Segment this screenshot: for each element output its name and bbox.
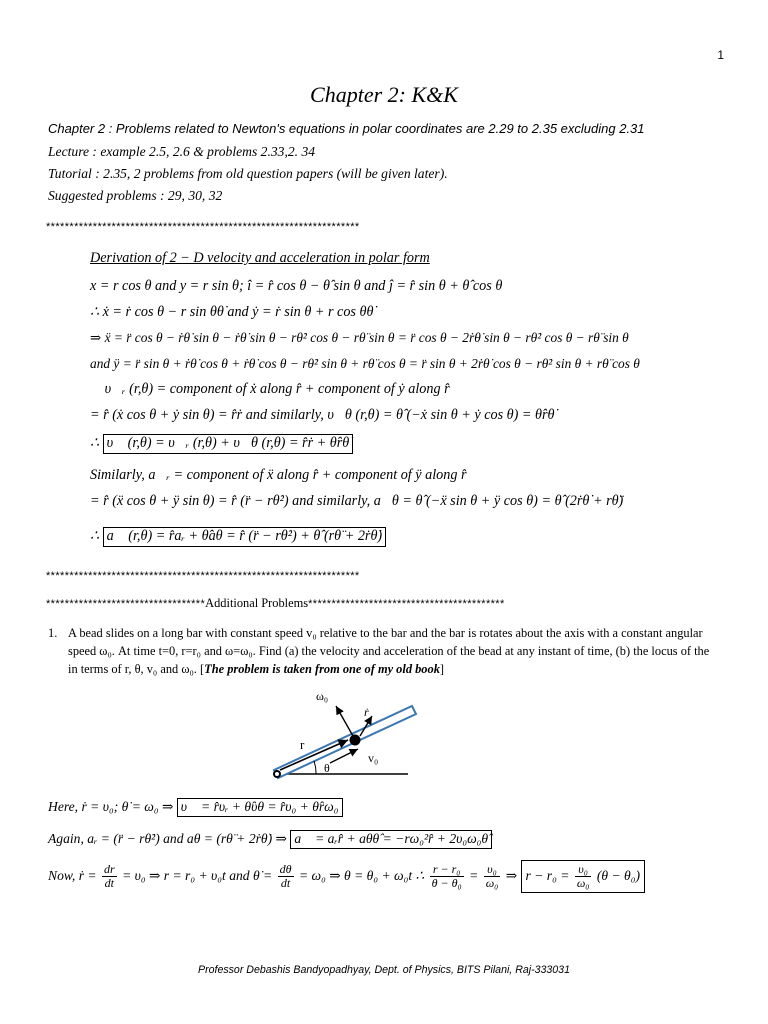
derivation-line: ∴ ẋ = ṙ cos θ − r sin θθ̇ and ẏ = ṙ sin θ + r cos θθ̇ [90,304,374,320]
fraction-numerator: dr [104,862,115,876]
fraction-r-theta [430,863,464,890]
pivot-point [274,771,280,777]
page-number: 1 [717,48,724,62]
derivation-line: ⇒ ẍ = r̈ cos θ − ṙθ̇ sin θ − ṙθ̇ sin θ − rθ̇² cos θ − rθ̈ sin θ = r̈ cos θ − 2ṙθ̇ sin θ − rθ̇² cos θ − rθ̈ sin θ [90,330,629,345]
header-stars-left: ********************************** [46,598,206,610]
now-text-b: = υ₀ ⇒ r = r₀ + υ₀t and θ̇ = [122,867,273,883]
theta-arc [314,761,316,774]
fraction-v0-omega0 [484,863,501,890]
fraction-denominator: dt [104,876,114,891]
fraction-denominator: ω₀ [485,876,499,891]
fraction-denominator: dt [280,876,291,891]
fraction-numerator: r − r₀ [430,863,464,877]
intro-line-4: Suggested problems : 29, 30, 32 [48,188,223,203]
velocity-result-box: υ⃗ (r,θ) = υ⃗ᵣ (r,θ) + υ⃗θ (r,θ) = r̂ṙ + θ̂rθ̇ [103,434,354,454]
now-text-a: Now, ṙ = [48,867,97,883]
intro-line-2: Lecture : example 2.5, 2.6 & problems 2.33,2. 34 [48,144,316,159]
therefore-symbol: ∴ [90,435,103,451]
solution-line-again [48,830,492,849]
problem-text-line-2: speed ω₀. At time t=0, r=r₀ and ω=ω₀. Find (a) the velocity and acceleration of the bead at any instant of time, (b) the locus of the [68,644,710,658]
header-stars-right: ****************************************** [308,598,505,610]
acceleration-result [90,527,386,547]
locus-solution-box [521,860,645,893]
page-footer: Professor Debashis Bandyopadhyay, Dept. of Physics, BITS Pilani, Raj-333031 [198,964,570,976]
fraction-numerator: υ₀ [484,863,501,877]
derivation-line: ∴ υ⃗ᵣ (r,θ) = component of ẋ along r̂ + component of ẏ along r̂ [90,381,450,397]
intro-line-3: Tutorial : 2.35, 2 problems from old question papers (will be given later). [48,166,448,181]
fraction-denominator: ω₀ [576,876,590,891]
problem-text-close: ] [439,662,445,676]
bead [350,735,361,746]
intro-line-1: Chapter 2 : Problems related to Newton's equations in polar coordinates are 2.29 to 2.35 excluding 2.31 [48,121,645,136]
separator-top: ******************************************************************* [46,221,360,233]
bead-on-rod-figure [260,686,420,786]
fraction-dtheta-dt [278,863,294,890]
separator-bottom: ******************************************************************* [46,570,360,582]
omega-arrow [336,706,353,736]
solution-line-here [48,798,343,817]
additional-problems-header [46,596,505,611]
velocity-solution-box: υ⃗ = r̂υᵣ + θ̂υθ = r̂υ₀ + θ̂rω₀ [177,798,343,817]
problem-text-plain: in terms of r, θ, v₀ and ω₀. [ [68,662,205,676]
r-vector-arrow [280,740,348,770]
derivation-line: x = r cos θ and y = r sin θ; î = r̂ cos θ − θ̂ sin θ and ĵ = r̂ sin θ + θ̂ cos θ [90,278,503,294]
problem-text-line-3 [68,662,444,677]
acceleration-result-box: a⃗ (r,θ) = r̂aᵣ + θ̂aθ = r̂ (r̈ − rθ̇²) + θ̂ (rθ̈ + 2ṙθ̇) [103,527,387,547]
derivation-heading: Derivation of 2 − D velocity and acceleration in polar form [90,250,430,266]
fraction-dr-dt [102,863,117,890]
locus-lhs: r − r₀ = [525,867,570,883]
here-prefix: Here, ṙ = υ₀; θ̇ = ω₀ ⇒ [48,799,174,814]
therefore-symbol: ∴ [90,528,103,544]
now-text-c: = ω₀ ⇒ θ = θ₀ + ω₀t ∴ [298,867,425,883]
derivation-line: = r̂ (ẋ cos θ + ẏ sin θ) = r̂ṙ and similarly, υ⃗θ (r,θ) = θ̂ (−ẋ sin θ + ẏ cos θ) = θ̂rθ̇ [90,407,555,423]
page-title: Chapter 2: K&K [310,82,458,107]
fraction-locus [575,863,592,890]
fraction-denominator: θ − θ₀ [431,876,462,891]
v0-label: v₀ [368,751,379,765]
again-prefix: Again, aᵣ = (r̈ − rθ̇²) and aθ = (rθ̈ + 2ṙθ̇) ⇒ [48,831,287,846]
omega-label: ω₀ [316,689,329,703]
solution-line-now [48,860,645,893]
theta-label: θ [324,761,330,775]
derivation-line: = r̂ (ẍ cos θ + ÿ sin θ) = r̂ (r̈ − rθ̇²) and similarly, a⃗θ = θ̂ (−ẍ sin θ + ÿ cos θ) = θ̂ (2ṙθ̇ + rθ̈) [90,493,624,509]
rdot-label: ṙ [364,705,369,719]
problem-text-line-1: A bead slides on a long bar with constant speed v₀ relative to the bar and the bar is rotates about the axis with a constant angular [68,626,703,640]
fraction-numerator: dθ [279,862,292,876]
derivation-line: Similarly, a⃗ᵣ = component of ẍ along r̂ + component of ÿ along r̂ [90,467,467,483]
r-label: r [300,737,305,752]
locus-rhs: (θ − θ₀) [596,867,640,883]
derivation-line: and ÿ = r̈ sin θ + ṙθ̇ cos θ + ṙθ̇ cos θ − rθ̇² sin θ + rθ̈ cos θ = r̈ sin θ + 2ṙθ̇ cos θ − rθ̇² sin θ + rθ̈ cos θ [90,356,640,371]
additional-problems-label: Additional Problems [205,596,309,610]
velocity-result [90,434,353,454]
fraction-numerator: υ₀ [575,863,592,877]
now-text-e: ⇒ [505,867,518,883]
problem-number: 1. [48,626,58,640]
now-text-d: = [469,867,479,883]
acceleration-solution-box: a⃗ = aᵣr̂ + aθθ̂ = −rω₀²r̂ + 2υ₀ω₀θ̂ [290,830,492,849]
problem-source-note: The problem is taken from one of my old book [204,662,440,676]
